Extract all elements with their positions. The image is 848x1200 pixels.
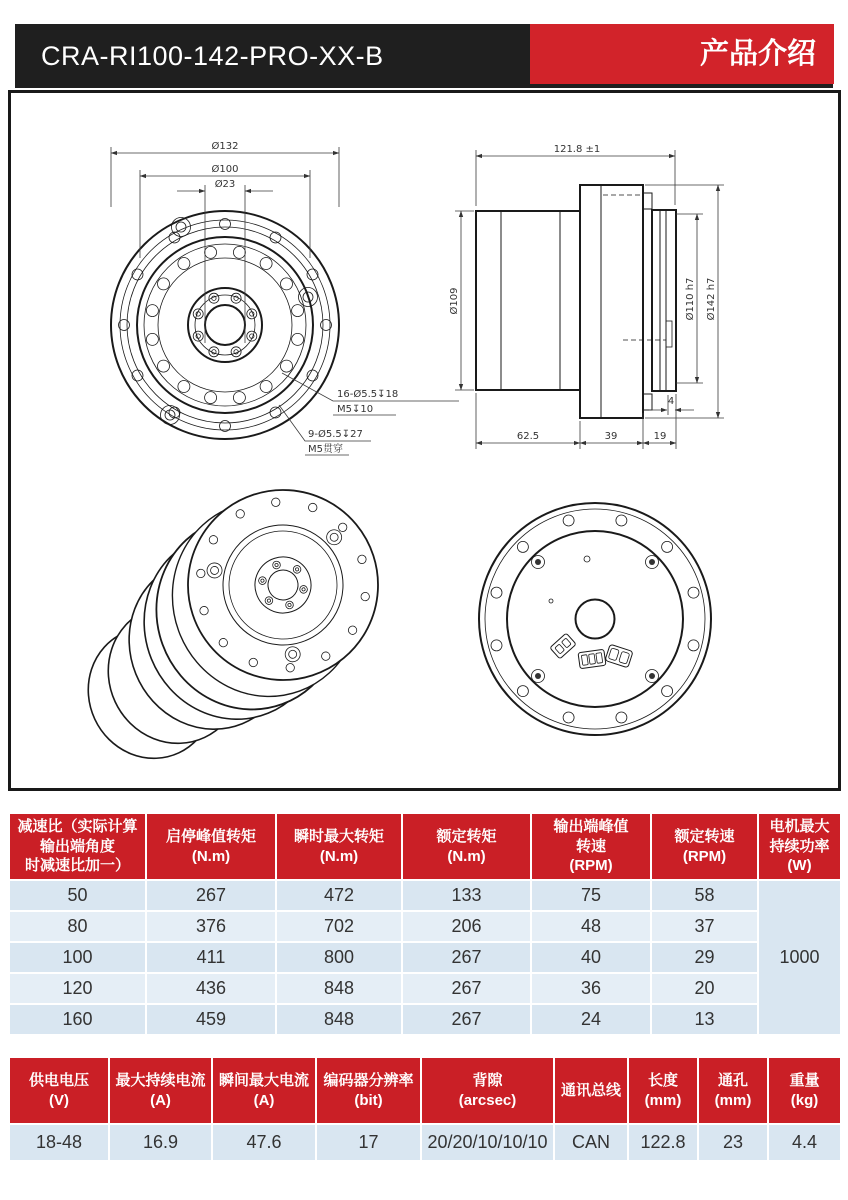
spec-value-cell: 160 <box>9 1004 146 1035</box>
spec-value-cell: 40 <box>531 942 651 973</box>
spec-value-cell: 47.6 <box>212 1124 316 1161</box>
table-row <box>9 1124 841 1161</box>
dim-bolt-circle: Ø100 <box>211 164 239 175</box>
spec-value-cell: 100 <box>9 942 146 973</box>
dim-flange-diameter: Ø142 h7 <box>706 277 717 321</box>
callout-through-holes-line1: 9-Ø5.5↧27 <box>308 429 363 440</box>
spec-value-cell: 848 <box>276 973 402 1004</box>
spec-value-cell: CAN <box>554 1124 628 1161</box>
column-header: 通讯总线 <box>554 1057 628 1124</box>
column-header: 瞬间最大电流 (A) <box>212 1057 316 1124</box>
spec-value-cell: 436 <box>146 973 276 1004</box>
column-header: 重量 (kg) <box>768 1057 841 1124</box>
technical-drawing-panel <box>8 90 841 791</box>
callout-through-holes-line2: M5贯穿 <box>308 444 343 455</box>
spec-value-cell: 80 <box>9 911 146 942</box>
inner-bolt-holes <box>146 246 303 403</box>
front-view-drawing <box>111 140 459 455</box>
callout-mount-holes-line1: 16-Ø5.5↧18 <box>337 389 399 400</box>
column-header: 供电电压 (V) <box>9 1057 109 1124</box>
product-model-title: CRA-RI100-142-PRO-XX-B <box>41 41 384 71</box>
spec-value-cell: 267 <box>146 880 276 911</box>
dim-flange-length: 39 <box>604 431 618 442</box>
spec-value-cell: 29 <box>651 942 758 973</box>
spec-value-cell: 23 <box>698 1124 768 1161</box>
spec-value-cell: 702 <box>276 911 402 942</box>
column-header: 启停峰值转矩 (N.m) <box>146 813 276 880</box>
spec-value-cell: 16.9 <box>109 1124 212 1161</box>
dim-center-bore: Ø23 <box>214 179 236 190</box>
column-header: 额定转速 (RPM) <box>651 813 758 880</box>
column-header: 最大持续电流 (A) <box>109 1057 212 1124</box>
spec-value-cell: 267 <box>402 942 531 973</box>
dim-motor-length: 62.5 <box>516 431 540 442</box>
spec-value-cell: 20/20/10/10/10 <box>421 1124 554 1161</box>
column-header: 瞬时最大转矩 (N.m) <box>276 813 402 880</box>
dim-pilot-diameter: Ø110 h7 <box>685 277 696 321</box>
back-view-drawing <box>479 503 711 735</box>
spec-value-cell: 37 <box>651 911 758 942</box>
spec-value-cell: 4.4 <box>768 1124 841 1161</box>
column-header: 编码器分辨率 (bit) <box>316 1057 421 1124</box>
electrical-spec-table <box>8 1056 842 1162</box>
spec-value-cell: 122.8 <box>628 1124 698 1161</box>
spec-value-cell: 459 <box>146 1004 276 1035</box>
column-header: 背隙 (arcsec) <box>421 1057 554 1124</box>
spec-value-cell: 133 <box>402 880 531 911</box>
spec-value-cell: 120 <box>9 973 146 1004</box>
spec-value-cell: 411 <box>146 942 276 973</box>
spec-value-cell: 376 <box>146 911 276 942</box>
spec-value-cell: 267 <box>402 1004 531 1035</box>
spec-value-cell: 20 <box>651 973 758 1004</box>
isometric-view-drawing <box>67 465 403 779</box>
dim-total-length: 121.8 ±1 <box>553 144 601 155</box>
spec-value-cell: 24 <box>531 1004 651 1035</box>
performance-spec-table <box>8 812 842 1036</box>
spec-value-cell: 58 <box>651 880 758 911</box>
column-header: 通孔 (mm) <box>698 1057 768 1124</box>
product-intro-banner: 产品介绍 <box>530 24 834 84</box>
engineering-drawing <box>11 93 838 788</box>
spec-value-cell: 13 <box>651 1004 758 1035</box>
column-header: 额定转矩 (N.m) <box>402 813 531 880</box>
column-header: 减速比（实际计算 输出端角度 时减速比加一） <box>9 813 146 880</box>
outer-bolt-holes <box>119 219 332 432</box>
column-header: 长度 (mm) <box>628 1057 698 1124</box>
lug-screws <box>161 218 318 425</box>
spec-value-cell: 848 <box>276 1004 402 1035</box>
column-header: 输出端峰值 转速 (RPM) <box>531 813 651 880</box>
spec-value-cell: 206 <box>402 911 531 942</box>
dim-motor-diameter: Ø109 <box>449 287 460 315</box>
dim-step-width: 4 <box>667 396 675 407</box>
spec-value-cell: 472 <box>276 880 402 911</box>
back-bolt-holes <box>491 515 699 723</box>
table-row <box>9 1004 841 1035</box>
table-row <box>9 880 841 911</box>
column-header: 电机最大 持续功率 (W) <box>758 813 841 880</box>
spec-value-cell-merged: 1000 <box>758 880 841 1035</box>
hub-screws <box>193 293 257 357</box>
dim-output-length: 19 <box>653 431 667 442</box>
spec-value-cell: 17 <box>316 1124 421 1161</box>
table-row <box>9 911 841 942</box>
spec-value-cell: 50 <box>9 880 146 911</box>
spec-value-cell: 75 <box>531 880 651 911</box>
dim-outer-diameter: Ø132 <box>211 141 239 152</box>
table-row <box>9 942 841 973</box>
spec-value-cell: 800 <box>276 942 402 973</box>
spec-value-cell: 18-48 <box>9 1124 109 1161</box>
callout-mount-holes-line2: M5↧10 <box>337 404 374 415</box>
spec-value-cell: 48 <box>531 911 651 942</box>
side-view-drawing <box>448 144 724 449</box>
spec-value-cell: 36 <box>531 973 651 1004</box>
table-row <box>9 973 841 1004</box>
spec-value-cell: 267 <box>402 973 531 1004</box>
